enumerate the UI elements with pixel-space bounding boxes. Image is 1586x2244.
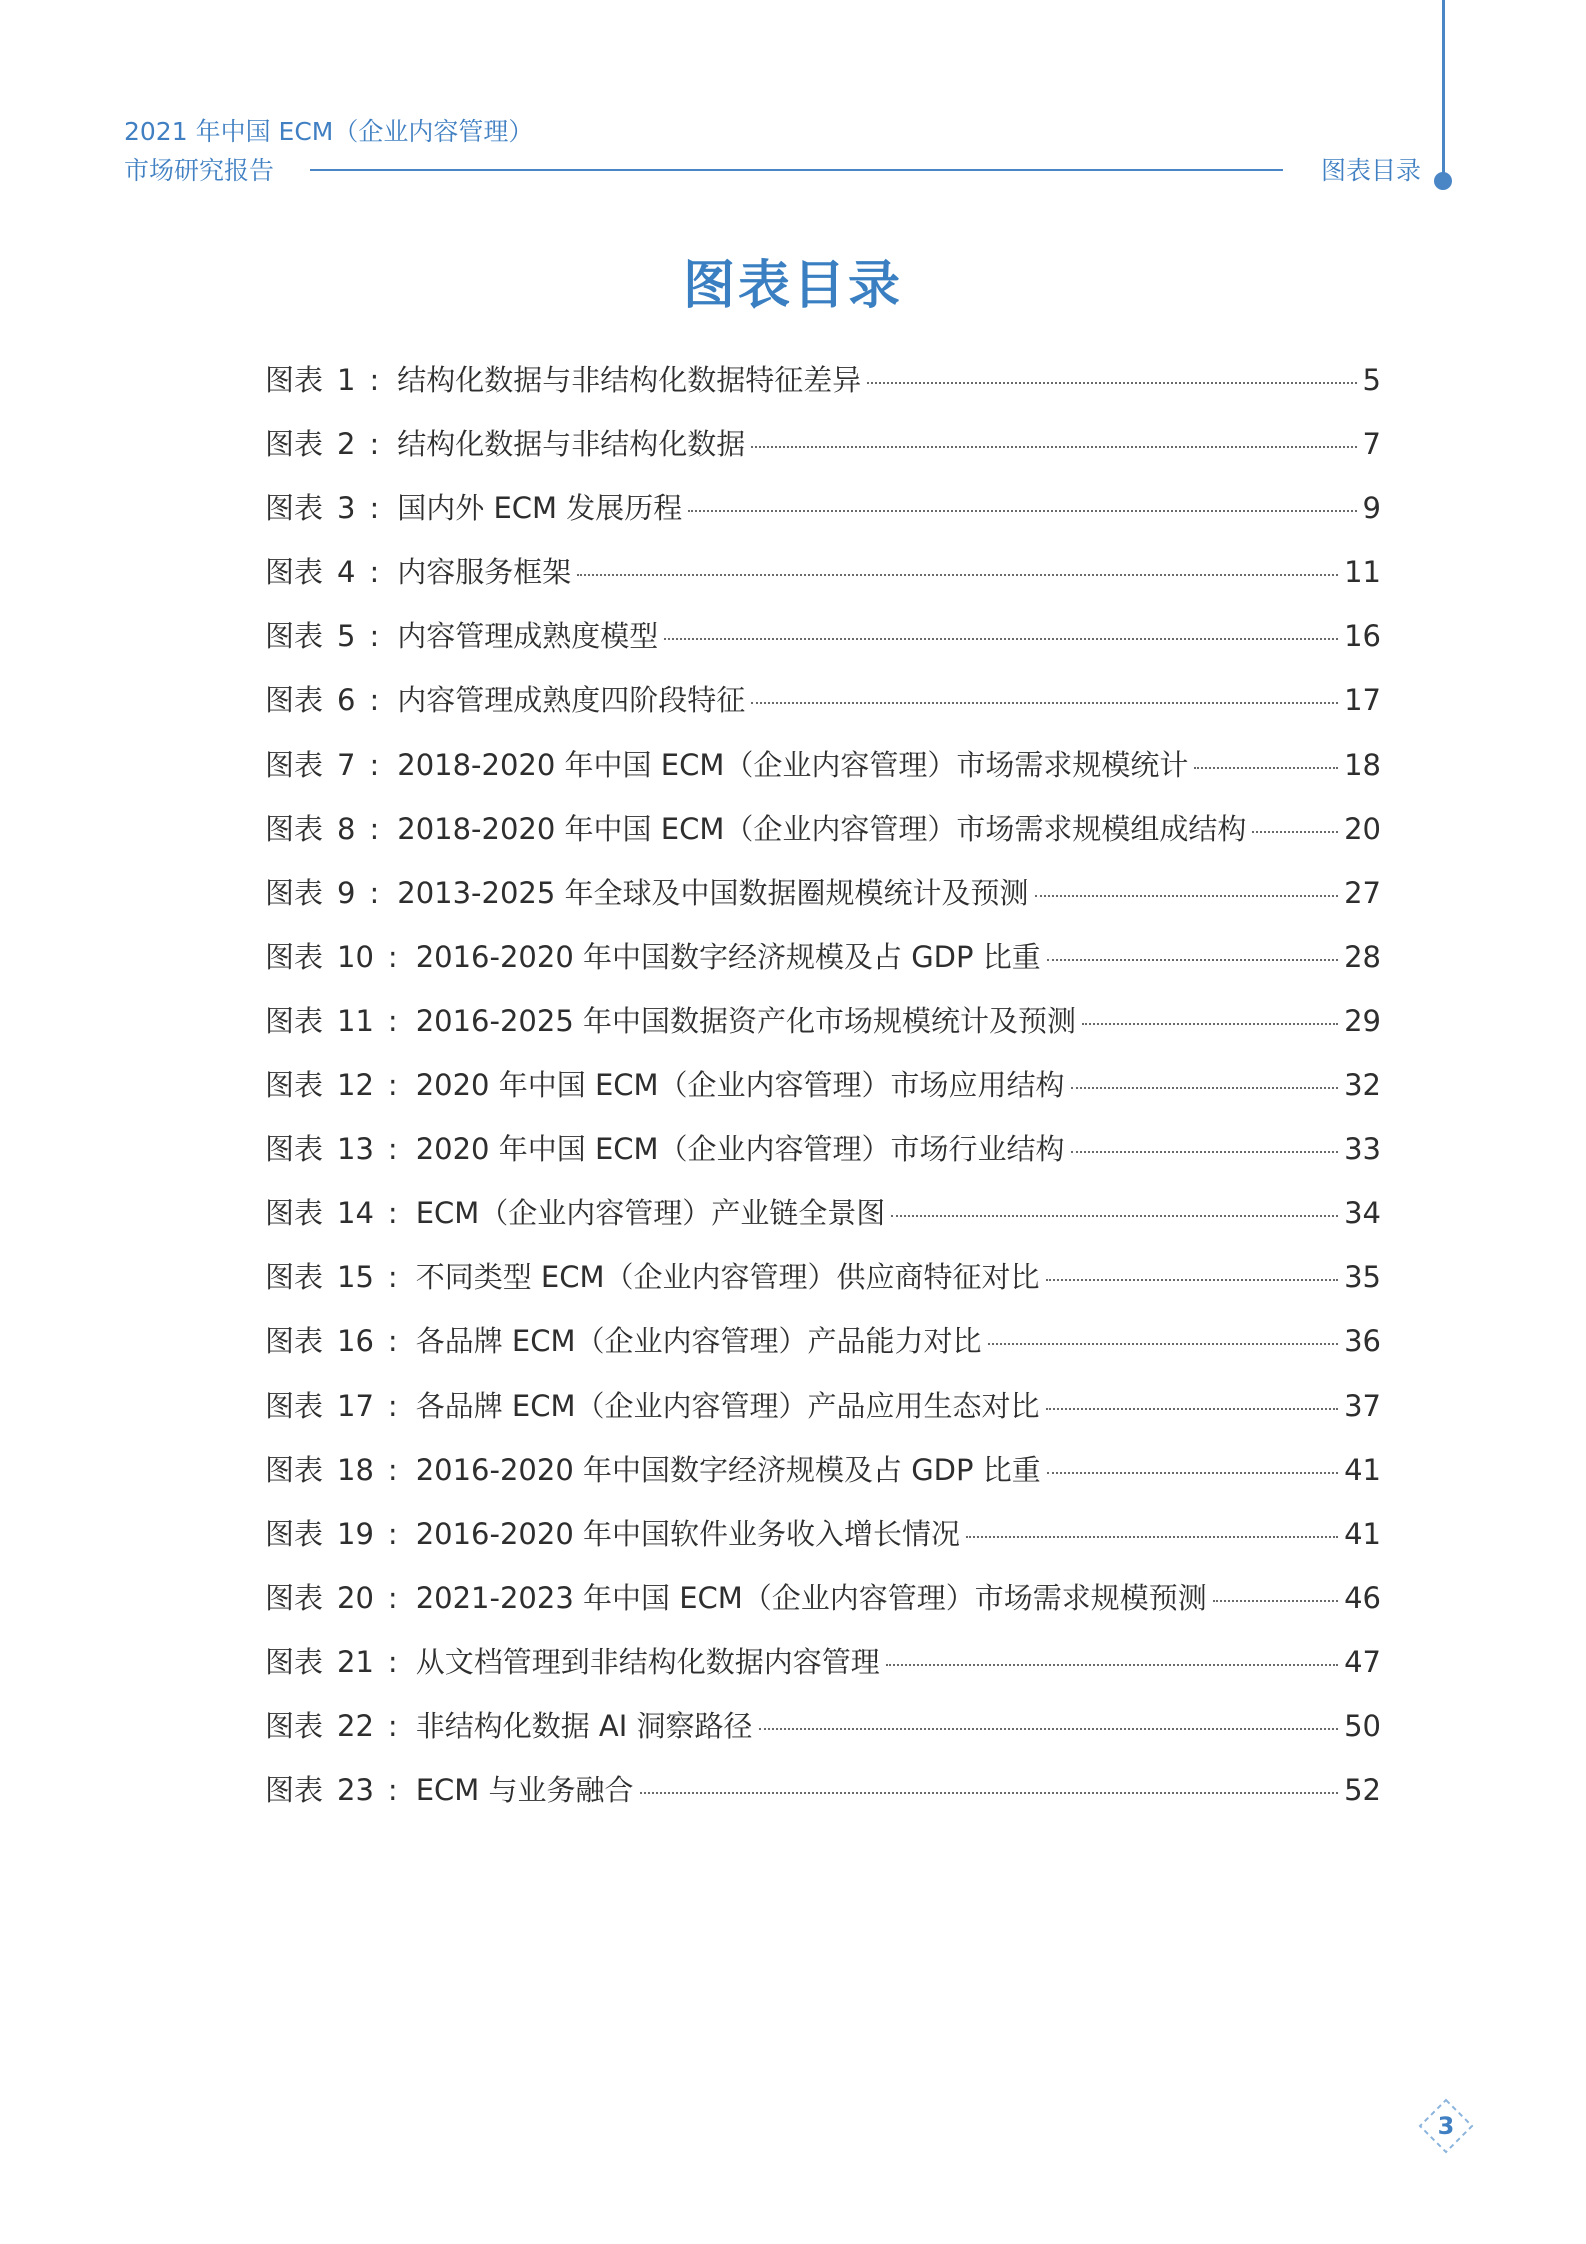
figure-title: 内容管理成熟度四阶段特征 xyxy=(397,683,746,718)
figure-colon: : xyxy=(387,1516,398,1551)
page-number: 3 xyxy=(1437,2112,1455,2140)
figure-page-number: 11 xyxy=(1344,555,1381,590)
figure-colon: : xyxy=(387,1324,398,1359)
figure-label: 图表 xyxy=(265,875,324,910)
figure-colon: : xyxy=(387,1644,398,1679)
figure-list-item[interactable] xyxy=(265,550,1381,614)
figure-page-number: 5 xyxy=(1362,363,1381,397)
figure-page-number: 35 xyxy=(1344,1260,1381,1295)
header-vertical-line xyxy=(1442,0,1445,178)
dot-leader xyxy=(688,510,1356,512)
figure-label: 图表 xyxy=(265,619,324,654)
figure-list-item[interactable] xyxy=(265,358,1381,422)
figure-label: 图表 xyxy=(265,1452,324,1487)
dot-leader xyxy=(966,1536,1338,1538)
figure-title: 结构化数据与非结构化数据 xyxy=(397,427,746,462)
figure-title: 2016-2020 年中国软件业务收入增长情况 xyxy=(415,1516,960,1551)
figure-colon: : xyxy=(369,875,380,910)
figure-number: 10 xyxy=(337,939,374,974)
figure-number: 7 xyxy=(337,747,356,782)
figure-title: 结构化数据与非结构化数据特征差异 xyxy=(397,363,862,397)
figure-number: 9 xyxy=(337,875,356,910)
figure-label: 图表 xyxy=(265,491,324,526)
figure-colon: : xyxy=(387,1773,398,1808)
header-dot xyxy=(1434,172,1452,190)
dot-leader xyxy=(1252,831,1338,833)
figure-colon: : xyxy=(387,1068,398,1103)
dot-leader xyxy=(759,1728,1339,1730)
figure-list-item[interactable] xyxy=(265,422,1381,486)
figure-number: 17 xyxy=(337,1388,374,1423)
dot-leader xyxy=(1071,1151,1339,1153)
figure-label: 图表 xyxy=(265,363,324,397)
figure-title: 不同类型 ECM（企业内容管理）供应商特征对比 xyxy=(415,1260,1040,1295)
figure-number: 20 xyxy=(337,1580,374,1615)
figure-page-number: 47 xyxy=(1344,1644,1381,1679)
figure-title: 2016-2020 年中国数字经济规模及占 GDP 比重 xyxy=(415,1452,1041,1487)
figure-page-number: 9 xyxy=(1362,491,1381,526)
figure-label: 图表 xyxy=(265,1260,324,1295)
figure-title: 内容管理成熟度模型 xyxy=(397,619,659,654)
figure-number: 22 xyxy=(337,1708,374,1743)
dot-leader xyxy=(891,1215,1338,1217)
figure-list-item[interactable] xyxy=(265,807,1381,871)
figure-colon: : xyxy=(369,491,380,526)
dot-leader xyxy=(1046,1279,1339,1281)
figure-list-item[interactable] xyxy=(265,1512,1381,1576)
figure-list-item[interactable] xyxy=(265,935,1381,999)
figure-number: 23 xyxy=(337,1773,374,1808)
dot-leader xyxy=(664,638,1338,640)
figure-page-number: 16 xyxy=(1344,619,1381,654)
figure-number: 5 xyxy=(337,619,356,654)
dot-leader xyxy=(988,1343,1339,1345)
figure-label: 图表 xyxy=(265,1068,324,1103)
figure-colon: : xyxy=(369,555,380,590)
figure-list-item[interactable] xyxy=(265,1191,1381,1255)
figure-number: 11 xyxy=(337,1003,374,1038)
figure-title: 2018-2020 年中国 ECM（企业内容管理）市场需求规模统计 xyxy=(397,747,1189,782)
header-section-label: 图表目录 xyxy=(1320,156,1421,185)
figure-list-item[interactable] xyxy=(265,1319,1381,1383)
dot-leader xyxy=(577,574,1338,576)
figure-page-number: 46 xyxy=(1344,1580,1381,1615)
figure-number: 16 xyxy=(337,1324,374,1359)
figure-label: 图表 xyxy=(265,1708,324,1743)
figure-colon: : xyxy=(387,1132,398,1167)
figure-list-item[interactable] xyxy=(265,1384,1381,1448)
figure-label: 图表 xyxy=(265,1388,324,1423)
dot-leader xyxy=(1046,1408,1339,1410)
dot-leader xyxy=(751,446,1356,448)
figure-list-item[interactable] xyxy=(265,871,1381,935)
figure-title: 各品牌 ECM（企业内容管理）产品应用生态对比 xyxy=(415,1388,1040,1423)
figure-page-number: 34 xyxy=(1344,1196,1381,1231)
figure-title: 2018-2020 年中国 ECM（企业内容管理）市场需求规模组成结构 xyxy=(397,811,1247,846)
figure-label: 图表 xyxy=(265,1324,324,1359)
dot-leader xyxy=(867,382,1356,384)
figure-list-item[interactable] xyxy=(265,1063,1381,1127)
figure-list-item[interactable] xyxy=(265,614,1381,678)
figure-label: 图表 xyxy=(265,811,324,846)
figure-label: 图表 xyxy=(265,1644,324,1679)
figure-number: 4 xyxy=(337,555,356,590)
figure-number: 18 xyxy=(337,1452,374,1487)
figure-number: 15 xyxy=(337,1260,374,1295)
figure-colon: : xyxy=(387,1196,398,1231)
figure-label: 图表 xyxy=(265,427,324,462)
figure-list-item[interactable] xyxy=(265,1576,1381,1640)
figure-number: 19 xyxy=(337,1516,374,1551)
figure-label: 图表 xyxy=(265,1773,324,1808)
figure-page-number: 41 xyxy=(1344,1452,1381,1487)
page-title: 图表目录 xyxy=(682,256,903,316)
figure-title: 国内外 ECM 发展历程 xyxy=(397,491,683,526)
figure-page-number: 52 xyxy=(1344,1773,1381,1808)
figure-label: 图表 xyxy=(265,683,324,718)
figure-list-item[interactable] xyxy=(265,999,1381,1063)
figure-number: 3 xyxy=(337,491,356,526)
report-title-line2: 市场研究报告 xyxy=(124,156,275,185)
figure-title: 2013-2025 年全球及中国数据圈规模统计及预测 xyxy=(397,875,1029,910)
figure-page-number: 50 xyxy=(1344,1708,1381,1743)
figure-title: 从文档管理到非结构化数据内容管理 xyxy=(415,1644,880,1679)
figure-list-item[interactable] xyxy=(265,1448,1381,1512)
page-number-badge xyxy=(1418,2098,1474,2154)
figure-title: 非结构化数据 AI 洞察路径 xyxy=(415,1708,753,1743)
dot-leader xyxy=(1213,1600,1338,1602)
dot-leader xyxy=(1035,895,1339,897)
figure-number: 14 xyxy=(337,1196,374,1231)
figure-page-number: 17 xyxy=(1344,683,1381,718)
figure-list-item[interactable] xyxy=(265,743,1381,807)
figure-number: 8 xyxy=(337,811,356,846)
figure-number: 1 xyxy=(337,363,356,397)
figure-number: 6 xyxy=(337,683,356,718)
figure-colon: : xyxy=(369,683,380,718)
figure-page-number: 37 xyxy=(1344,1388,1381,1423)
figure-label: 图表 xyxy=(265,1516,324,1551)
dot-leader xyxy=(1047,1472,1338,1474)
dot-leader xyxy=(1047,959,1338,961)
figure-colon: : xyxy=(387,1708,398,1743)
figure-number: 12 xyxy=(337,1068,374,1103)
dot-leader xyxy=(751,702,1338,704)
figure-page-number: 29 xyxy=(1344,1003,1381,1038)
figure-colon: : xyxy=(369,747,380,782)
figure-page-number: 36 xyxy=(1344,1324,1381,1359)
figure-label: 图表 xyxy=(265,1196,324,1231)
figure-list-item[interactable] xyxy=(265,678,1381,742)
figure-page-number: 27 xyxy=(1344,875,1381,910)
figure-label: 图表 xyxy=(265,747,324,782)
figure-title: 各品牌 ECM（企业内容管理）产品能力对比 xyxy=(415,1324,982,1359)
figure-label: 图表 xyxy=(265,1580,324,1615)
figure-colon: : xyxy=(387,1003,398,1038)
figure-colon: : xyxy=(387,1388,398,1423)
figure-list-item[interactable] xyxy=(265,1127,1381,1191)
report-title-line1: 2021 年中国 ECM（企业内容管理） xyxy=(124,117,534,146)
dot-leader xyxy=(1082,1023,1338,1025)
figure-page-number: 32 xyxy=(1344,1068,1381,1103)
figure-list-item[interactable] xyxy=(265,1768,1381,1832)
figure-page-number: 28 xyxy=(1344,939,1381,974)
figure-title: 2016-2025 年中国数据资产化市场规模统计及预测 xyxy=(415,1003,1076,1038)
figure-page-number: 20 xyxy=(1344,811,1381,846)
figure-title: ECM（企业内容管理）产业链全景图 xyxy=(415,1196,886,1231)
figure-colon: : xyxy=(387,1452,398,1487)
figure-colon: : xyxy=(369,363,380,397)
figure-title: 2016-2020 年中国数字经济规模及占 GDP 比重 xyxy=(415,939,1041,974)
figure-list-item[interactable] xyxy=(265,1255,1381,1319)
figure-label: 图表 xyxy=(265,1003,324,1038)
figure-page-number: 7 xyxy=(1362,427,1381,462)
figure-label: 图表 xyxy=(265,555,324,590)
figure-page-number: 18 xyxy=(1344,747,1381,782)
figure-list-item[interactable] xyxy=(265,1704,1381,1768)
dot-leader xyxy=(886,1664,1338,1666)
figure-number: 13 xyxy=(337,1132,374,1167)
figure-colon: : xyxy=(387,1580,398,1615)
figure-label: 图表 xyxy=(265,1132,324,1167)
figure-colon: : xyxy=(387,939,398,974)
figure-page-number: 33 xyxy=(1344,1132,1381,1167)
figure-title: 2020 年中国 ECM（企业内容管理）市场应用结构 xyxy=(415,1068,1065,1103)
figure-list-item[interactable] xyxy=(265,486,1381,550)
figure-colon: : xyxy=(387,1260,398,1295)
figure-title: 内容服务框架 xyxy=(397,555,572,590)
figure-list-item[interactable] xyxy=(265,1640,1381,1704)
figure-colon: : xyxy=(369,619,380,654)
figure-title: 2021-2023 年中国 ECM（企业内容管理）市场需求规模预测 xyxy=(415,1580,1207,1615)
figure-number: 2 xyxy=(337,427,356,462)
figure-title: ECM 与业务融合 xyxy=(415,1773,634,1808)
figure-number: 21 xyxy=(337,1644,374,1679)
figure-list xyxy=(265,358,1381,1832)
figure-title: 2020 年中国 ECM（企业内容管理）市场行业结构 xyxy=(415,1132,1065,1167)
figure-label: 图表 xyxy=(265,939,324,974)
header-rule xyxy=(310,169,1283,171)
dot-leader xyxy=(640,1792,1339,1794)
figure-colon: : xyxy=(369,811,380,846)
dot-leader xyxy=(1071,1087,1339,1089)
dot-leader xyxy=(1194,767,1338,769)
figure-page-number: 41 xyxy=(1344,1516,1381,1551)
figure-colon: : xyxy=(369,427,380,462)
